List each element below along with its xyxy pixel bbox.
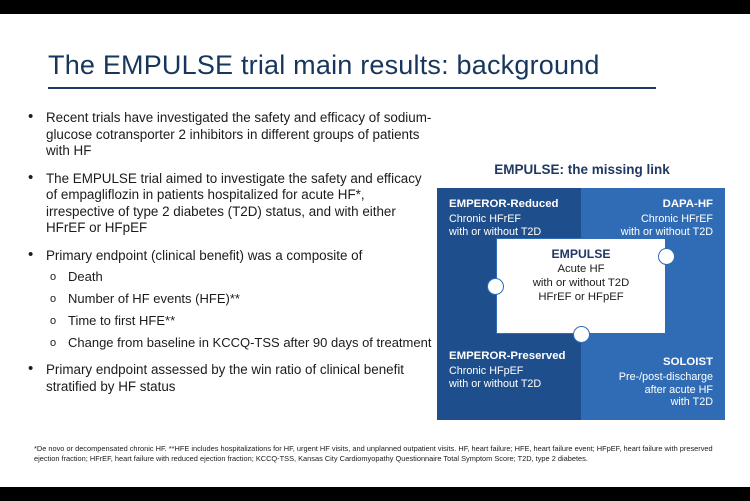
quadrant-line-1: Chronic HFrEF — [449, 213, 521, 225]
puzzle-knob-right-icon — [658, 248, 675, 265]
sub-bullet-list — [46, 269, 435, 351]
footnote: *De novo or decompensated chronic HF. **HFE includes hospitalizations for HF, urgent HF visits, and unplanned outpatient visits. HF, heart failure; HFE, heart failure event; HFpEF, heart failure with preserved ejection fraction; HFrEF, heart failure with reduced ejection fraction; KCCQ-TSS, Kansas City Cardiomyopathy Questionnaire Total Symptom Score; T2D, type 2 diabetes. — [34, 444, 713, 463]
puzzle-diagram — [437, 162, 727, 422]
slide-canvas — [0, 14, 750, 487]
sub-bullet-text: Death — [68, 269, 103, 284]
diagram-title: EMPULSE: the missing link — [494, 162, 670, 177]
list-item — [20, 248, 435, 352]
quadrant-line-3: with T2D — [670, 396, 713, 408]
quadrant-line-1: Chronic HFpEF — [449, 365, 524, 377]
list-item — [46, 313, 435, 329]
puzzle-knob-bottom-icon — [573, 326, 590, 343]
quadrant-title: EMPEROR-Reduced — [449, 198, 559, 210]
bullet-content — [20, 110, 435, 406]
puzzle-knob-left-icon — [487, 278, 504, 295]
quadrant-line-1: Pre-/post-discharge — [618, 371, 713, 383]
quadrant-line-2: with or without T2D — [620, 225, 713, 238]
quadrant-line-1: Chronic HFrEF — [641, 213, 713, 225]
puzzle-grid — [437, 188, 725, 420]
sub-bullet-text: Change from baseline in KCCQ-TSS after 90 days of treatment — [68, 335, 432, 350]
center-line-1: Acute HF — [557, 263, 605, 275]
quadrant-line-2: with or without T2D — [449, 225, 542, 238]
bullet-text: Recent trials have investigated the safety and efficacy of sodium-glucose cotransporter 2 inhibitors in different groups of patients with HF — [46, 110, 432, 158]
center-line-2: with or without T2D — [532, 277, 630, 289]
list-item — [46, 335, 435, 351]
list-item — [46, 291, 435, 307]
bullet-list — [20, 110, 435, 395]
bullet-text: The EMPULSE trial aimed to investigate the safety and efficacy of empagliflozin in patients hospitalized for acute HF*, irrespective of type 2 diabetes (T2D) status, and with either HFrEF or HFpEF — [46, 170, 422, 235]
center-line-3: HFrEF or HFpEF — [538, 291, 624, 303]
quadrant-title: EMPEROR-Preserved — [449, 350, 566, 362]
quadrant-title: SOLOIST — [663, 356, 713, 368]
page-title: The EMPULSE trial main results: background — [48, 50, 600, 80]
bullet-text: Primary endpoint assessed by the win ratio of clinical benefit stratified by HF status — [46, 362, 405, 394]
title-divider — [48, 87, 656, 89]
quadrant-title: DAPA-HF — [662, 198, 713, 210]
sub-bullet-text: Number of HF events (HFE)** — [68, 291, 240, 306]
sub-bullet-text: Time to first HFE** — [68, 313, 176, 328]
bullet-text: Primary endpoint (clinical benefit) was a composite of — [46, 247, 363, 263]
center-title: EMPULSE — [551, 247, 611, 261]
list-item — [20, 171, 435, 237]
quadrant-line-2: after acute HF — [644, 383, 713, 396]
list-item — [20, 362, 435, 395]
quadrant-line-2: with or without T2D — [449, 377, 542, 390]
list-item — [20, 110, 435, 160]
puzzle-center-empulse — [496, 238, 666, 334]
list-item — [46, 269, 435, 285]
